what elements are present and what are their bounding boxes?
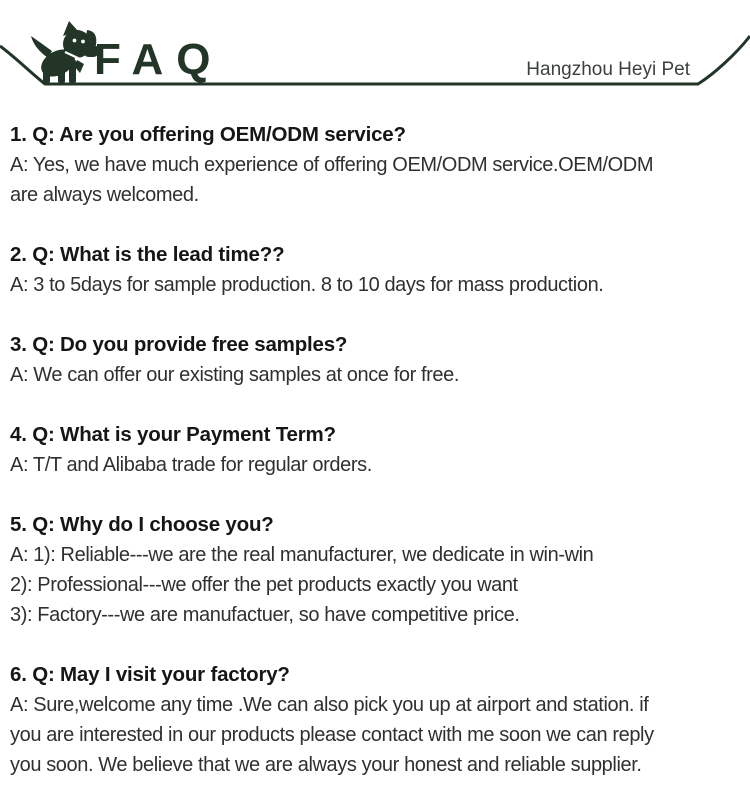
faq-answer-line: A: 3 to 5days for sample production. 8 to 10 days for mass production. — [10, 274, 604, 296]
faq-item-3 — [10, 330, 744, 390]
faq-question: 1. Q: Are you offering OEM/ODM service? — [10, 123, 406, 146]
faq-question: 6. Q: May I visit your factory? — [10, 663, 290, 686]
dog-hind-leg — [43, 62, 50, 84]
faq-answer-line: A: We can offer our existing samples at once for free. — [10, 364, 460, 386]
faq-answer-line: A: 1): Reliable---we are the real manufacturer, we dedicate in win-win — [10, 544, 594, 566]
faq-question: 2. Q: What is the lead time?? — [10, 243, 285, 266]
faq-item-2 — [10, 240, 744, 300]
dog-front-leg — [69, 59, 76, 84]
dog-mascot-icon — [31, 21, 99, 84]
faq-answer-line: A: T/T and Alibaba trade for regular orders. — [10, 454, 372, 476]
faq-item-6 — [10, 660, 744, 780]
company-name: Hangzhou Heyi Pet — [526, 59, 690, 80]
faq-answer-line: A: Sure,welcome any time .We can also pick you up at airport and station. if — [10, 694, 649, 716]
page-title: FAQ — [94, 35, 224, 84]
dog-eye — [73, 39, 77, 43]
dog-front-leg — [58, 61, 65, 84]
faq-question: 5. Q: Why do I choose you? — [10, 513, 274, 536]
faq-question: 4. Q: What is your Payment Term? — [10, 423, 336, 446]
faq-answer-line: you soon. We believe that we are always your honest and reliable supplier. — [10, 754, 642, 776]
dog-eye — [81, 40, 85, 44]
faq-answer-line: are always welcomed. — [10, 184, 199, 206]
faq-item-5 — [10, 510, 744, 630]
faq-answer-line: 3): Factory---we are manufactuer, so have competitive price. — [10, 604, 520, 626]
faq-answer-line: 2): Professional---we offer the pet products exactly you want — [10, 574, 518, 596]
faq-list — [0, 120, 750, 780]
header — [0, 0, 750, 95]
faq-item-4 — [10, 420, 744, 480]
faq-item-1 — [10, 120, 744, 210]
faq-answer-line: you are interested in our products please contact with me soon we can reply — [10, 724, 654, 746]
faq-question: 3. Q: Do you provide free samples? — [10, 333, 348, 356]
faq-answer-line: A: Yes, we have much experience of offering OEM/ODM service.OEM/ODM — [10, 154, 654, 176]
